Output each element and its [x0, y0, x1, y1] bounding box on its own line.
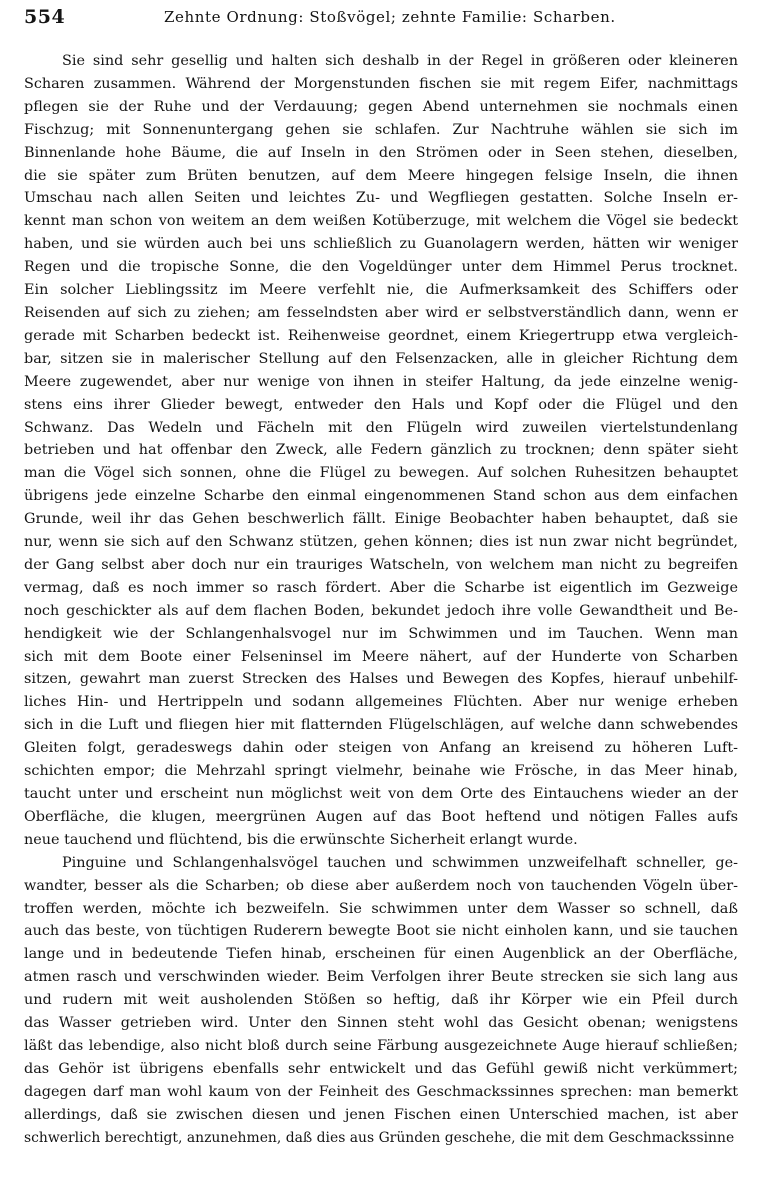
text-line: übrigens jede einzelne Scharbe den einmal eingenommenen Stand schon aus dem einfachen	[24, 488, 738, 505]
text-line: schwerlich berechtigt, anzunehmen, daß dies aus Gründen geschehe, die mit dem Geschmackssinne	[24, 1129, 735, 1146]
text-line: man die Vögel sich sonnen, ohne die Flügel zu bewegen. Auf solchen Ruhesitzen behauptet	[24, 465, 738, 482]
text-line: die sie später zum Brüten benutzen, auf dem Meere hingegen felsige Inseln, die ihnen	[24, 167, 738, 184]
text-line: bar, sitzen sie in malerischer Stellung auf den Felsenzacken, alle in gleicher Richtung dem	[24, 350, 738, 367]
text-line: stens eins ihrer Glieder bewegt, entweder den Hals und Kopf oder die Flügel und den	[24, 396, 738, 413]
text-line: troffen werden, möchte ich bezweifeln. Sie schwimmen unter dem Wasser so schnell, daß	[24, 900, 738, 917]
running-title: Zehnte Ordnung: Stoßvögel; zehnte Familie: Scharben.	[164, 8, 616, 26]
text-line: das Wasser getrieben wird. Unter den Sinnen steht wohl das Gesicht obenan; wenigstens	[24, 1015, 738, 1032]
page-number: 554	[24, 6, 66, 28]
text-line: Regen und die tropische Sonne, die den Vogeldünger unter dem Himmel Perus trocknet.	[24, 259, 738, 276]
text-line: Ein solcher Lieblingssitz im Meere verfehlt nie, die Aufmerksamkeit des Schiffers oder	[24, 282, 738, 299]
text-line: allerdings, daß sie zwischen diesen und jenen Fischen einen Unterschied machen, ist aber	[24, 1106, 738, 1123]
text-line: sitzen, gewahrt man zuerst Strecken des Halses und Bewegen des Kopfes, hierauf unbehilf-	[24, 671, 738, 688]
text-line: kennt man schon von weitem an dem weißen Kotüberzuge, mit welchem die Vögel sie bedeckt	[24, 213, 738, 230]
text-line: liches Hin- und Hertrippeln und sodann allgemeines Flüchten. Aber nur wenige erheben	[24, 694, 738, 711]
text-line: wandter, besser als die Scharben; ob diese aber außerdem noch von tauchenden Vögeln über-	[24, 877, 738, 894]
text-line: haben, und sie würden auch bei uns schließlich zu Guanolagern werden, hätten wir weniger	[24, 236, 738, 253]
text-line: pflegen sie der Ruhe und der Verdauung; gegen Abend unternehmen sie nochmals einen	[24, 98, 738, 115]
text-line: sich mit dem Boote einer Felseninsel im Meere nähert, auf der Hunderte von Scharben	[24, 648, 738, 665]
text-line: Pinguine und Schlangenhalsvögel tauchen und schwimmen unzweifelhaft schneller, ge-	[62, 854, 738, 871]
paragraph	[24, 852, 738, 1150]
text-line: vermag, daß es noch immer so rasch fördert. Aber die Scharbe ist eigentlich im Gezweige	[24, 579, 738, 596]
text-line: Scharen zusammen. Während der Morgenstunden fischen sie mit regem Eifer, nachmittags	[24, 75, 738, 92]
text-line: Umschau nach allen Seiten und leichtes Zu- und Wegfliegen gestatten. Solche Inseln er-	[24, 190, 738, 207]
text-line: Oberfläche, die klugen, meergrünen Augen auf das Boot heftend und nötigen Falles aufs	[24, 808, 738, 825]
text-line: sich in die Luft und fliegen hier mit flatternden Flügelschlägen, auf welche dann schwebendes	[24, 717, 738, 734]
page-header	[24, 6, 743, 32]
paragraph	[24, 50, 738, 852]
text-line: Fischzug; mit Sonnenuntergang gehen sie schlafen. Zur Nachtruhe wählen sie sich im	[24, 121, 738, 138]
text-line: Gleiten folgt, geradeswegs dahin oder steigen von Anfang an kreisend zu höheren Luft-	[24, 740, 738, 757]
text-line: lange und in bedeutende Tiefen hinab, erscheinen für einen Augenblick an der Oberfläche,	[24, 946, 738, 963]
text-line: nur, wenn sie sich auf den Schwanz stützen, gehen können; dies ist nun zwar nicht begründet,	[24, 534, 738, 551]
text-line: hendigkeit wie der Schlangenhalsvogel nur im Schwimmen und im Tauchen. Wenn man	[24, 625, 738, 642]
text-line: schichten empor; die Mehrzahl springt vielmehr, beinahe wie Frösche, in das Meer hinab,	[24, 763, 738, 780]
text-line: Binnenlande hohe Bäume, die auf Inseln in den Strömen oder in Seen stehen, dieselben,	[24, 144, 738, 161]
text-line: Reisenden auf sich zu ziehen; am fesselndsten aber wird er selbstverständlich dann, wenn er	[24, 304, 738, 321]
text-line: Schwanz. Das Wedeln und Fächeln mit den Flügeln wird zuweilen viertelstundenlang	[24, 419, 738, 436]
text-line: läßt das lebendige, also nicht bloß durch seine Färbung ausgezeichnete Auge hierauf schließen;	[24, 1037, 738, 1054]
text-line: Meere zugewendet, aber nur wenige von ihnen in steifer Haltung, da jede einzelne wenig-	[24, 373, 738, 390]
text-line: Grunde, weil ihr das Gehen beschwerlich fällt. Einige Beobachter haben behauptet, daß sie	[24, 511, 738, 528]
text-line: dagegen darf man wohl kaum von der Feinheit des Geschmackssinnes sprechen: man bemerkt	[24, 1083, 738, 1100]
text-line: atmen rasch und verschwinden wieder. Beim Verfolgen ihrer Beute strecken sie sich lang aus	[24, 969, 738, 986]
text-line: neue tauchend und flüchtend, bis die erwünschte Sicherheit erlangt wurde.	[24, 831, 578, 848]
text-line: und rudern mit weit ausholenden Stößen so heftig, daß ihr Körper wie ein Pfeil durch	[24, 992, 738, 1009]
text-line: noch geschickter als auf dem flachen Boden, bekundet jedoch ihre volle Gewandtheit und Be-	[24, 602, 738, 619]
text-line: Sie sind sehr gesellig und halten sich deshalb in der Regel in größeren oder kleineren	[62, 53, 738, 69]
text-line: betrieben und hat offenbar den Zweck, alle Federn gänzlich zu trocknen; denn später sieht	[24, 442, 738, 459]
text-line: auch das beste, von tüchtigen Ruderern bewegte Boot sie nicht einholen kann, und sie tauchen	[24, 923, 738, 940]
text-line: taucht unter und erscheint nun möglichst weit von dem Orte des Eintauchens wieder an der	[24, 786, 738, 802]
text-line: gerade mit Scharben bedeckt ist. Reihenweise geordnet, einem Kriegertrupp etwa vergleich-	[24, 327, 738, 344]
body-text	[24, 50, 738, 1150]
text-line: das Gehör ist übrigens ebenfalls sehr entwickelt und das Gefühl gewiß nicht verkümmert;	[24, 1060, 738, 1077]
text-line: der Gang selbst aber doch nur ein trauriges Watscheln, von welchem man nicht zu begreifen	[24, 556, 738, 573]
